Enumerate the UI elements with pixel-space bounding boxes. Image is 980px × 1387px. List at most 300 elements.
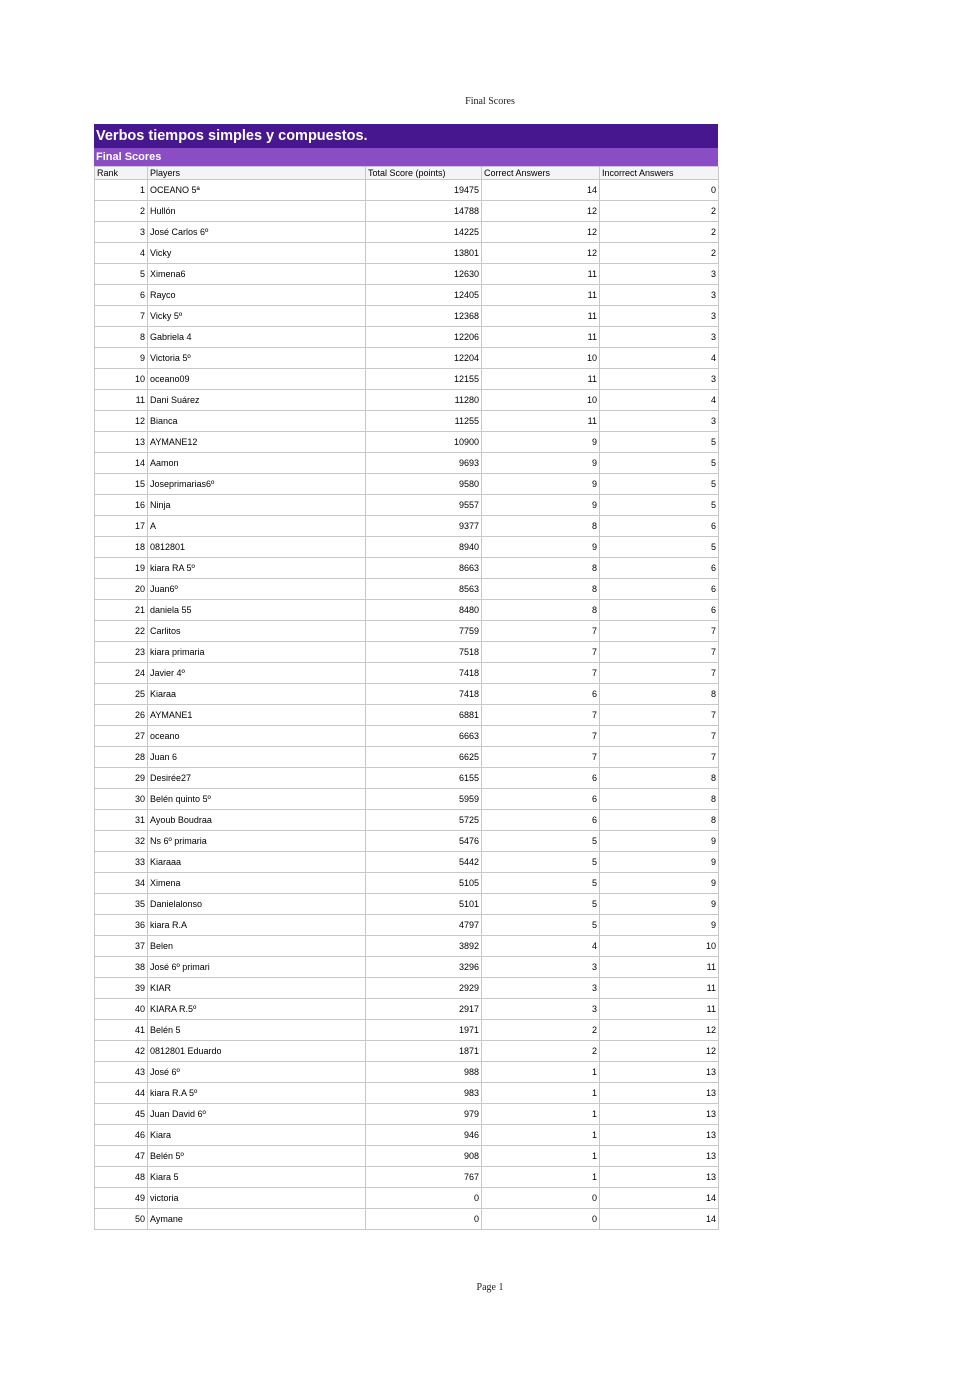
incorrect-cell: 2	[600, 222, 719, 243]
player-cell: Javier 4º	[148, 663, 366, 684]
table-row	[95, 978, 719, 999]
table-row	[95, 621, 719, 642]
score-cell: 11255	[366, 411, 482, 432]
table-row	[95, 285, 719, 306]
rank-cell: 2	[95, 201, 148, 222]
table-row	[95, 642, 719, 663]
rank-cell: 34	[95, 873, 148, 894]
incorrect-cell: 5	[600, 432, 719, 453]
incorrect-cell: 6	[600, 516, 719, 537]
correct-cell: 3	[482, 978, 600, 999]
incorrect-cell: 2	[600, 201, 719, 222]
table-row	[95, 810, 719, 831]
player-cell: kiara R.A 5º	[148, 1083, 366, 1104]
correct-cell: 5	[482, 894, 600, 915]
incorrect-cell: 13	[600, 1146, 719, 1167]
correct-cell: 12	[482, 222, 600, 243]
rank-cell: 28	[95, 747, 148, 768]
correct-cell: 5	[482, 873, 600, 894]
score-cell: 8940	[366, 537, 482, 558]
correct-cell: 1	[482, 1062, 600, 1083]
correct-cell: 9	[482, 495, 600, 516]
correct-cell: 2	[482, 1020, 600, 1041]
score-cell: 5101	[366, 894, 482, 915]
player-cell: oceano09	[148, 369, 366, 390]
player-cell: Gabriela 4	[148, 327, 366, 348]
score-cell: 6155	[366, 768, 482, 789]
player-cell: Ximena	[148, 873, 366, 894]
incorrect-cell: 4	[600, 390, 719, 411]
incorrect-cell: 3	[600, 327, 719, 348]
rank-cell: 25	[95, 684, 148, 705]
table-row	[95, 201, 719, 222]
table-row	[95, 243, 719, 264]
incorrect-cell: 7	[600, 621, 719, 642]
column-header-rank: Rank	[95, 167, 148, 180]
rank-cell: 7	[95, 306, 148, 327]
correct-cell: 8	[482, 558, 600, 579]
score-cell: 979	[366, 1104, 482, 1125]
incorrect-cell: 7	[600, 726, 719, 747]
rank-cell: 35	[95, 894, 148, 915]
rank-cell: 20	[95, 579, 148, 600]
table-row	[95, 726, 719, 747]
table-row	[95, 327, 719, 348]
player-cell: 0812801	[148, 537, 366, 558]
table-row	[95, 852, 719, 873]
score-cell: 6625	[366, 747, 482, 768]
correct-cell: 7	[482, 663, 600, 684]
correct-cell: 7	[482, 747, 600, 768]
rank-cell: 47	[95, 1146, 148, 1167]
score-cell: 988	[366, 1062, 482, 1083]
rank-cell: 45	[95, 1104, 148, 1125]
score-cell: 0	[366, 1188, 482, 1209]
correct-cell: 10	[482, 348, 600, 369]
rank-cell: 31	[95, 810, 148, 831]
score-cell: 767	[366, 1167, 482, 1188]
correct-cell: 2	[482, 1041, 600, 1062]
score-cell: 5442	[366, 852, 482, 873]
rank-cell: 38	[95, 957, 148, 978]
incorrect-cell: 11	[600, 999, 719, 1020]
table-row	[95, 1188, 719, 1209]
incorrect-cell: 5	[600, 474, 719, 495]
player-cell: Hullón	[148, 201, 366, 222]
rank-cell: 36	[95, 915, 148, 936]
correct-cell: 7	[482, 621, 600, 642]
rank-cell: 43	[95, 1062, 148, 1083]
header-row	[95, 167, 719, 180]
player-cell: Juan David 6º	[148, 1104, 366, 1125]
player-cell: Victoria 5º	[148, 348, 366, 369]
incorrect-cell: 9	[600, 873, 719, 894]
player-cell: Rayco	[148, 285, 366, 306]
player-cell: A	[148, 516, 366, 537]
incorrect-cell: 9	[600, 894, 719, 915]
player-cell: Bianca	[148, 411, 366, 432]
rank-cell: 10	[95, 369, 148, 390]
player-cell: victoria	[148, 1188, 366, 1209]
score-cell: 8663	[366, 558, 482, 579]
player-cell: AYMANE12	[148, 432, 366, 453]
incorrect-cell: 7	[600, 663, 719, 684]
score-cell: 10900	[366, 432, 482, 453]
player-cell: Belen	[148, 936, 366, 957]
table-row	[95, 1041, 719, 1062]
incorrect-cell: 3	[600, 369, 719, 390]
incorrect-cell: 0	[600, 180, 719, 201]
table-row	[95, 705, 719, 726]
rank-cell: 17	[95, 516, 148, 537]
rank-cell: 5	[95, 264, 148, 285]
correct-cell: 6	[482, 810, 600, 831]
table-row	[95, 558, 719, 579]
table-row	[95, 222, 719, 243]
player-cell: Aymane	[148, 1209, 366, 1230]
table-row	[95, 663, 719, 684]
rank-cell: 16	[95, 495, 148, 516]
correct-cell: 7	[482, 705, 600, 726]
table-row	[95, 1209, 719, 1230]
rank-cell: 46	[95, 1125, 148, 1146]
score-cell: 946	[366, 1125, 482, 1146]
rank-cell: 6	[95, 285, 148, 306]
rank-cell: 18	[95, 537, 148, 558]
player-cell: KIAR	[148, 978, 366, 999]
column-header-players: Players	[148, 167, 366, 180]
correct-cell: 8	[482, 579, 600, 600]
incorrect-cell: 7	[600, 642, 719, 663]
incorrect-cell: 9	[600, 852, 719, 873]
rank-cell: 1	[95, 180, 148, 201]
player-cell: Vicky	[148, 243, 366, 264]
incorrect-cell: 6	[600, 558, 719, 579]
incorrect-cell: 6	[600, 579, 719, 600]
incorrect-cell: 8	[600, 684, 719, 705]
table-row	[95, 432, 719, 453]
player-cell: daniela 55	[148, 600, 366, 621]
score-cell: 6881	[366, 705, 482, 726]
score-cell: 11280	[366, 390, 482, 411]
table-row	[95, 495, 719, 516]
rank-cell: 3	[95, 222, 148, 243]
correct-cell: 1	[482, 1167, 600, 1188]
table-row	[95, 1062, 719, 1083]
player-cell: Kiaraaa	[148, 852, 366, 873]
correct-cell: 12	[482, 201, 600, 222]
column-header-total-score: Total Score (points)	[366, 167, 482, 180]
score-cell: 5959	[366, 789, 482, 810]
table-row	[95, 957, 719, 978]
rank-cell: 32	[95, 831, 148, 852]
correct-cell: 0	[482, 1209, 600, 1230]
player-cell: kiara R.A	[148, 915, 366, 936]
incorrect-cell: 3	[600, 306, 719, 327]
player-cell: OCEANO 5ª	[148, 180, 366, 201]
score-cell: 1971	[366, 1020, 482, 1041]
score-cell: 7518	[366, 642, 482, 663]
rank-cell: 27	[95, 726, 148, 747]
rank-cell: 49	[95, 1188, 148, 1209]
correct-cell: 8	[482, 516, 600, 537]
correct-cell: 9	[482, 432, 600, 453]
column-header-incorrect: Incorrect Answers	[600, 167, 719, 180]
incorrect-cell: 6	[600, 600, 719, 621]
rank-cell: 50	[95, 1209, 148, 1230]
correct-cell: 9	[482, 537, 600, 558]
rank-cell: 14	[95, 453, 148, 474]
table-row	[95, 453, 719, 474]
rank-cell: 40	[95, 999, 148, 1020]
correct-cell: 11	[482, 285, 600, 306]
score-cell: 1871	[366, 1041, 482, 1062]
incorrect-cell: 14	[600, 1209, 719, 1230]
correct-cell: 0	[482, 1188, 600, 1209]
score-cell: 0	[366, 1209, 482, 1230]
correct-cell: 11	[482, 264, 600, 285]
score-cell: 19475	[366, 180, 482, 201]
score-cell: 5725	[366, 810, 482, 831]
player-cell: Belén 5º	[148, 1146, 366, 1167]
rank-cell: 12	[95, 411, 148, 432]
correct-cell: 4	[482, 936, 600, 957]
score-cell: 7418	[366, 684, 482, 705]
correct-cell: 1	[482, 1083, 600, 1104]
rank-cell: 22	[95, 621, 148, 642]
correct-cell: 6	[482, 789, 600, 810]
score-cell: 12630	[366, 264, 482, 285]
incorrect-cell: 7	[600, 747, 719, 768]
table-row	[95, 831, 719, 852]
incorrect-cell: 13	[600, 1104, 719, 1125]
score-cell: 14788	[366, 201, 482, 222]
incorrect-cell: 4	[600, 348, 719, 369]
rank-cell: 48	[95, 1167, 148, 1188]
incorrect-cell: 3	[600, 285, 719, 306]
correct-cell: 1	[482, 1125, 600, 1146]
player-cell: AYMANE1	[148, 705, 366, 726]
column-header-correct: Correct Answers	[482, 167, 600, 180]
incorrect-cell: 3	[600, 264, 719, 285]
score-cell: 983	[366, 1083, 482, 1104]
incorrect-cell: 2	[600, 243, 719, 264]
player-cell: Dani Suárez	[148, 390, 366, 411]
rank-cell: 44	[95, 1083, 148, 1104]
incorrect-cell: 7	[600, 705, 719, 726]
score-cell: 2917	[366, 999, 482, 1020]
player-cell: Danielalonso	[148, 894, 366, 915]
score-cell: 5476	[366, 831, 482, 852]
incorrect-cell: 5	[600, 537, 719, 558]
player-cell: Vicky 5º	[148, 306, 366, 327]
table-row	[95, 768, 719, 789]
score-cell: 12155	[366, 369, 482, 390]
rank-cell: 26	[95, 705, 148, 726]
incorrect-cell: 9	[600, 831, 719, 852]
score-cell: 13801	[366, 243, 482, 264]
correct-cell: 12	[482, 243, 600, 264]
player-cell: José Carlos 6º	[148, 222, 366, 243]
incorrect-cell: 12	[600, 1041, 719, 1062]
table-row	[95, 579, 719, 600]
score-sheet	[94, 124, 718, 1230]
correct-cell: 11	[482, 411, 600, 432]
player-cell: kiara RA 5º	[148, 558, 366, 579]
incorrect-cell: 5	[600, 453, 719, 474]
table-row	[95, 369, 719, 390]
score-cell: 9377	[366, 516, 482, 537]
correct-cell: 11	[482, 369, 600, 390]
score-cell: 7418	[366, 663, 482, 684]
report-title: Verbos tiempos simples y compuestos.	[94, 124, 718, 148]
incorrect-cell: 9	[600, 915, 719, 936]
table-row	[95, 474, 719, 495]
table-row	[95, 747, 719, 768]
rank-cell: 13	[95, 432, 148, 453]
table-row	[95, 600, 719, 621]
score-cell: 14225	[366, 222, 482, 243]
table-row	[95, 516, 719, 537]
player-cell: Ns 6º primaria	[148, 831, 366, 852]
rank-cell: 15	[95, 474, 148, 495]
score-cell: 12204	[366, 348, 482, 369]
incorrect-cell: 13	[600, 1083, 719, 1104]
correct-cell: 9	[482, 453, 600, 474]
player-cell: Ximena6	[148, 264, 366, 285]
player-cell: oceano	[148, 726, 366, 747]
table-row	[95, 894, 719, 915]
table-row	[95, 1083, 719, 1104]
score-cell: 12206	[366, 327, 482, 348]
score-cell: 2929	[366, 978, 482, 999]
correct-cell: 10	[482, 390, 600, 411]
correct-cell: 11	[482, 327, 600, 348]
player-cell: Juan 6	[148, 747, 366, 768]
incorrect-cell: 12	[600, 1020, 719, 1041]
player-cell: Kiara	[148, 1125, 366, 1146]
table-row	[95, 684, 719, 705]
score-cell: 9557	[366, 495, 482, 516]
score-cell: 8480	[366, 600, 482, 621]
score-cell: 9693	[366, 453, 482, 474]
player-cell: Ayoub Boudraa	[148, 810, 366, 831]
table-row	[95, 390, 719, 411]
report-subtitle: Final Scores	[94, 148, 718, 166]
player-cell: KIARA R.5º	[148, 999, 366, 1020]
correct-cell: 1	[482, 1146, 600, 1167]
table-row	[95, 1104, 719, 1125]
incorrect-cell: 11	[600, 957, 719, 978]
incorrect-cell: 11	[600, 978, 719, 999]
table-row	[95, 1020, 719, 1041]
player-cell: José 6º	[148, 1062, 366, 1083]
table-row	[95, 1146, 719, 1167]
player-cell: Kiaraa	[148, 684, 366, 705]
incorrect-cell: 8	[600, 768, 719, 789]
rank-cell: 9	[95, 348, 148, 369]
score-cell: 3296	[366, 957, 482, 978]
table-row	[95, 306, 719, 327]
table-row	[95, 537, 719, 558]
score-cell: 12405	[366, 285, 482, 306]
incorrect-cell: 8	[600, 810, 719, 831]
rank-cell: 39	[95, 978, 148, 999]
correct-cell: 1	[482, 1104, 600, 1125]
incorrect-cell: 3	[600, 411, 719, 432]
player-cell: Aamon	[148, 453, 366, 474]
correct-cell: 9	[482, 474, 600, 495]
rank-cell: 29	[95, 768, 148, 789]
correct-cell: 3	[482, 999, 600, 1020]
table-row	[95, 936, 719, 957]
page-header: Final Scores	[465, 96, 515, 107]
rank-cell: 33	[95, 852, 148, 873]
rank-cell: 19	[95, 558, 148, 579]
correct-cell: 3	[482, 957, 600, 978]
score-cell: 9580	[366, 474, 482, 495]
score-cell: 7759	[366, 621, 482, 642]
table-row	[95, 915, 719, 936]
player-cell: Kiara 5	[148, 1167, 366, 1188]
table-row	[95, 348, 719, 369]
table-row	[95, 789, 719, 810]
correct-cell: 5	[482, 831, 600, 852]
scores-table	[94, 166, 719, 1230]
table-row	[95, 1167, 719, 1188]
player-cell: 0812801 Eduardo	[148, 1041, 366, 1062]
incorrect-cell: 13	[600, 1167, 719, 1188]
incorrect-cell: 8	[600, 789, 719, 810]
correct-cell: 7	[482, 726, 600, 747]
correct-cell: 5	[482, 852, 600, 873]
rank-cell: 37	[95, 936, 148, 957]
player-cell: Belén 5	[148, 1020, 366, 1041]
score-cell: 908	[366, 1146, 482, 1167]
table-row	[95, 411, 719, 432]
table-row	[95, 873, 719, 894]
player-cell: Carlitos	[148, 621, 366, 642]
score-cell: 5105	[366, 873, 482, 894]
correct-cell: 7	[482, 642, 600, 663]
table-body	[95, 180, 719, 1230]
correct-cell: 11	[482, 306, 600, 327]
rank-cell: 30	[95, 789, 148, 810]
incorrect-cell: 5	[600, 495, 719, 516]
rank-cell: 11	[95, 390, 148, 411]
page-footer: Page 1	[476, 1282, 504, 1293]
correct-cell: 14	[482, 180, 600, 201]
rank-cell: 23	[95, 642, 148, 663]
rank-cell: 21	[95, 600, 148, 621]
incorrect-cell: 10	[600, 936, 719, 957]
incorrect-cell: 14	[600, 1188, 719, 1209]
player-cell: Belén quinto 5º	[148, 789, 366, 810]
score-cell: 6663	[366, 726, 482, 747]
table-row	[95, 180, 719, 201]
player-cell: kiara primaria	[148, 642, 366, 663]
rank-cell: 41	[95, 1020, 148, 1041]
incorrect-cell: 13	[600, 1062, 719, 1083]
table-row	[95, 1125, 719, 1146]
score-cell: 8563	[366, 579, 482, 600]
score-cell: 12368	[366, 306, 482, 327]
player-cell: José 6º primari	[148, 957, 366, 978]
incorrect-cell: 13	[600, 1125, 719, 1146]
correct-cell: 6	[482, 768, 600, 789]
score-cell: 3892	[366, 936, 482, 957]
rank-cell: 4	[95, 243, 148, 264]
